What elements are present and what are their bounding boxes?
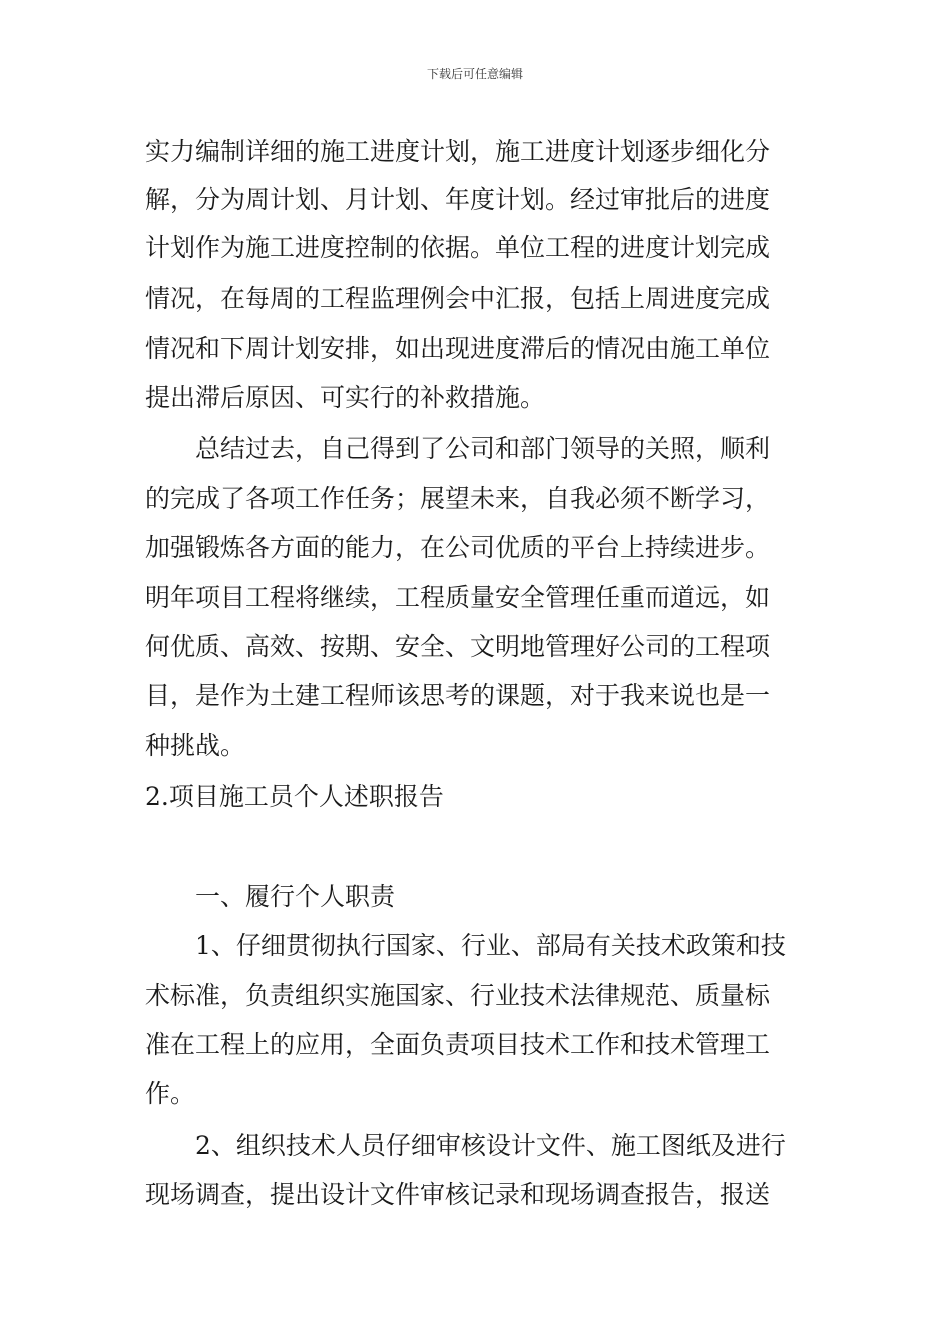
text-line: 目，是作为土建工程师该思考的课题，对于我来说也是一: [145, 681, 771, 710]
text-line: 准在工程上的应用，全面负责项目技术工作和技术管理工: [145, 1030, 771, 1059]
text-line: 提出滞后原因、可实行的补救措施。: [145, 383, 546, 412]
text-line: 术标准，负责组织实施国家、行业技术法律规范、质量标: [145, 981, 771, 1010]
text-line: 作。: [145, 1079, 196, 1108]
text-line: 实力编制详细的施工进度计划，施工进度计划逐步细化分: [145, 137, 771, 166]
text-line: 明年项目工程将继续，工程质量安全管理任重而道远，如: [145, 583, 771, 612]
text-line: 何优质、高效、按期、安全、文明地管理好公司的工程项: [145, 632, 771, 661]
page-header: 下载后可任意编辑: [426, 67, 523, 81]
text-line: 种挑战。: [145, 731, 246, 760]
paragraph-first-line: 2、组织技术人员仔细审核设计文件、施工图纸及进行: [195, 1131, 786, 1160]
paragraph-first-line: 1、仔细贯彻执行国家、行业、部局有关技术政策和技: [195, 931, 786, 960]
section-heading: 2.项目施工员个人述职报告: [145, 782, 444, 811]
text-line: 情况，在每周的工程监理例会中汇报，包括上周进度完成: [145, 284, 771, 313]
text-line: 加强锻炼各方面的能力，在公司优质的平台上持续进步。: [145, 533, 771, 562]
subsection-heading: 一、履行个人职责: [195, 882, 396, 911]
text-line: 现场调查，提出设计文件审核记录和现场调查报告，报送: [145, 1180, 771, 1209]
text-line: 的完成了各项工作任务；展望未来，自我必须不断学习，: [145, 484, 771, 513]
text-line: 情况和下周计划安排，如出现进度滞后的情况由施工单位: [145, 334, 771, 363]
text-line: 解，分为周计划、月计划、年度计划。经过审批后的进度: [145, 185, 771, 214]
text-line: 计划作为施工进度控制的依据。单位工程的进度计划完成: [145, 233, 771, 262]
paragraph-first-line: 总结过去，自己得到了公司和部门领导的关照，顺利: [195, 434, 771, 463]
